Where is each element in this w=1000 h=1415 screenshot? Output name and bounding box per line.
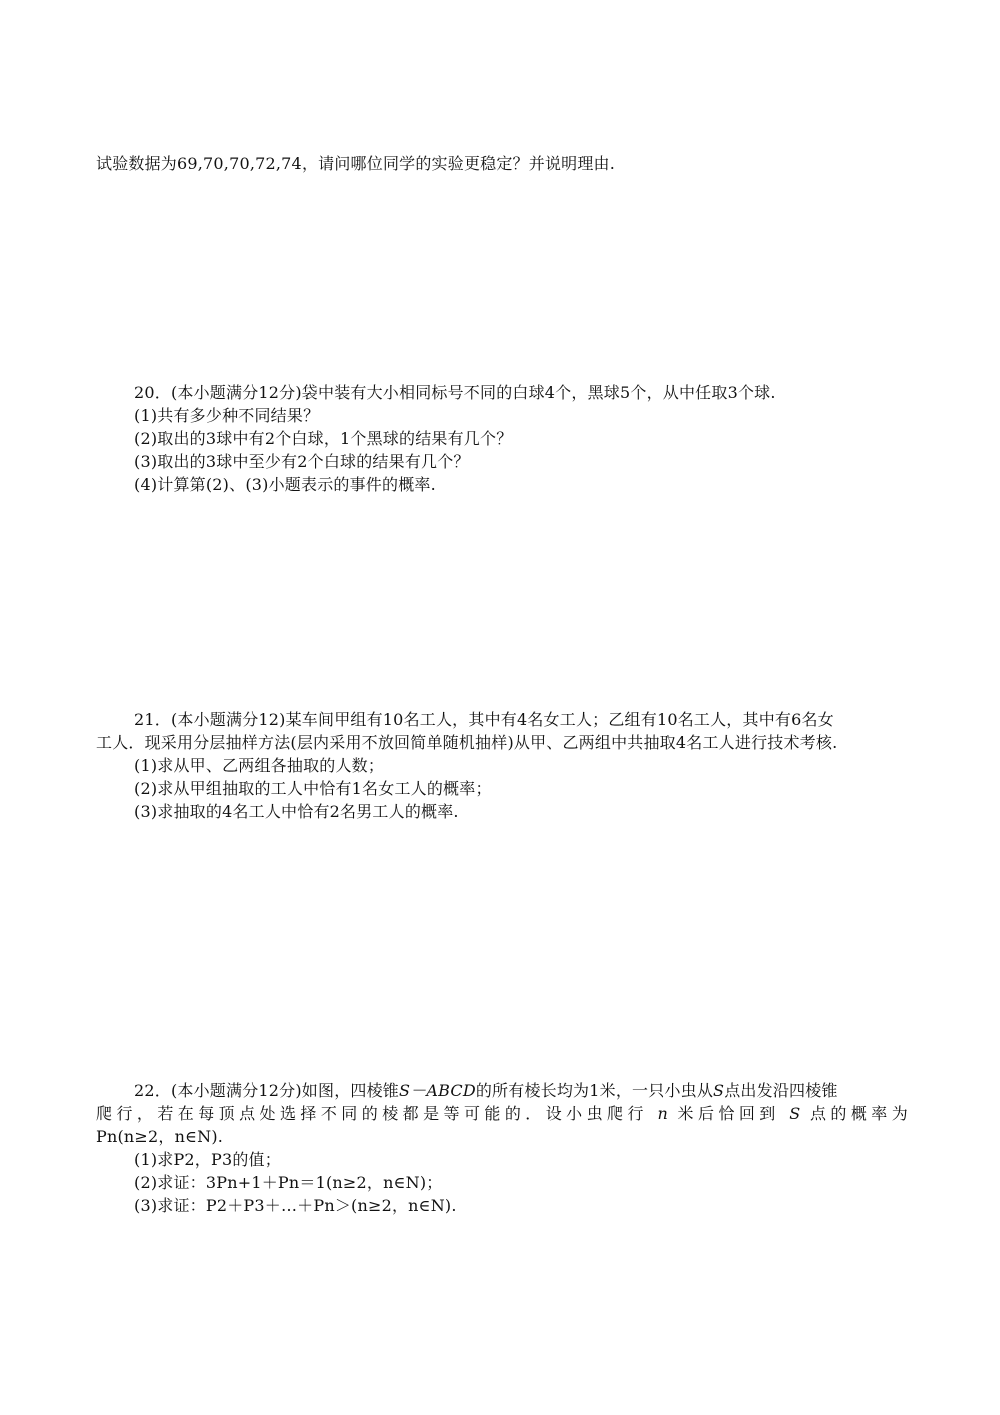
q21-stem-line1: 21．(本小题满分12)某车间甲组有10名工人，其中有4名女工人；乙组有10名工人，其中有6名女	[134, 710, 834, 729]
q22-pyramid-label: S－ABCD	[399, 1081, 476, 1100]
q22-stem-line1	[134, 1080, 838, 1102]
q22-line2-b: 米后恰回到	[677, 1104, 780, 1123]
q22-line2-c: 点的概率为	[809, 1104, 908, 1123]
q22-part-1: (1)求P2，P3的值；	[134, 1150, 281, 1169]
q22-var-n: n	[657, 1104, 668, 1123]
q22-line2-s: S	[789, 1104, 801, 1123]
q21-part-2: (2)求从甲组抽取的工人中恰有1名女工人的概率；	[134, 779, 492, 798]
q22-stem-line2	[96, 1103, 908, 1125]
q22-part-2: (2)求证：3Pn+1＋Pn＝1(n≥2，n∈N)；	[134, 1173, 443, 1192]
q21-stem-line2: 工人．现采用分层抽样方法(层内采用不放回简单随机抽样)从甲、乙两组中共抽取4名工人进行技术考核.	[96, 733, 838, 752]
q22-point-s: S	[713, 1081, 725, 1100]
q20-part-1: (1)共有多少种不同结果？	[134, 406, 320, 425]
q20-part-3: (3)取出的3球中至少有2个白球的结果有几个？	[134, 452, 470, 471]
q22-stem-c: 点出发沿四棱锥	[724, 1081, 838, 1100]
q22-part-3: (3)求证：P2＋P3＋…＋Pn＞(n≥2，n∈N).	[134, 1196, 457, 1215]
q19-tail-text: 试验数据为69,70,70,72,74，请问哪位同学的实验更稳定？并说明理由.	[96, 154, 616, 173]
q22-stem-b: 的所有棱长均为1米，一只小虫从	[475, 1081, 714, 1100]
q20-part-2: (2)取出的3球中有2个白球，1个黑球的结果有几个？	[134, 429, 513, 448]
q21-part-1: (1)求从甲、乙两组各抽取的人数；	[134, 756, 385, 775]
q22-stem-a: 22．(本小题满分12分)如图，四棱锥	[134, 1081, 400, 1100]
q21-part-3: (3)求抽取的4名工人中恰有2名男工人的概率.	[134, 802, 459, 821]
q20-part-4: (4)计算第(2)、(3)小题表示的事件的概率.	[134, 475, 436, 494]
q22-line2-a: 爬行，若在每顶点处选择不同的棱都是等可能的．设小虫爬行	[96, 1104, 648, 1123]
q22-stem-line3: Pn(n≥2，n∈N).	[96, 1127, 224, 1146]
q20-stem: 20．(本小题满分12分)袋中装有大小相同标号不同的白球4个，黑球5个，从中任取3个球.	[134, 383, 776, 402]
